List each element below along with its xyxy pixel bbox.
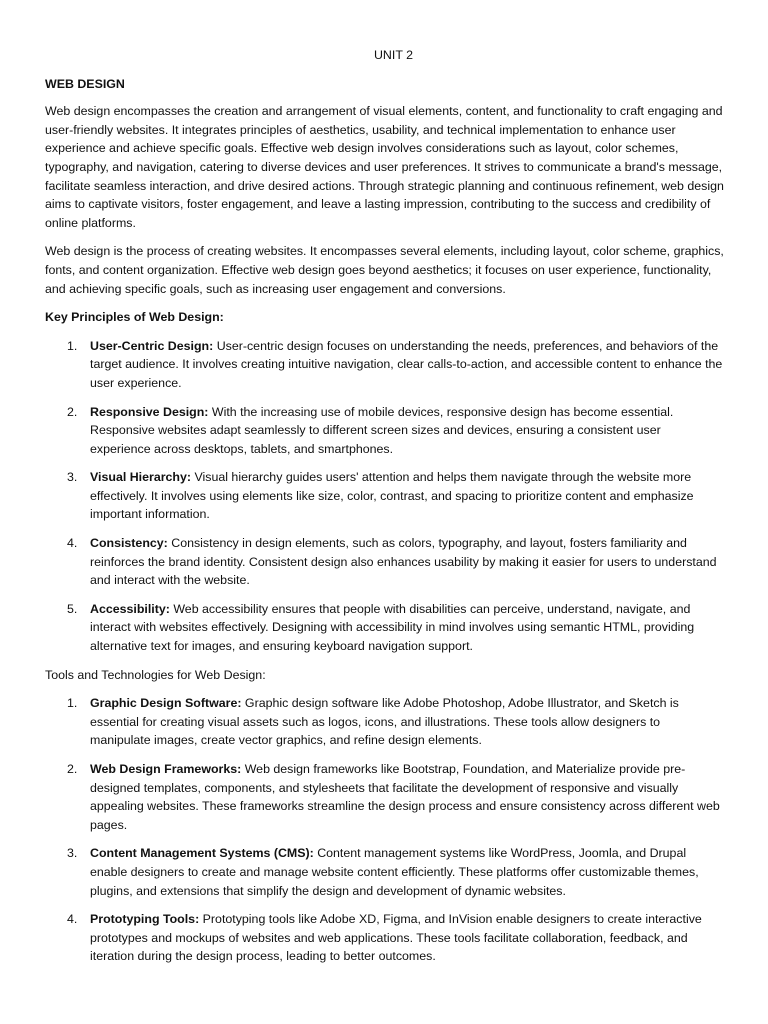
list-number: 4. [67,912,78,927]
list-item [45,760,724,834]
list-number: 1. [67,338,78,353]
list-text: Visual hierarchy guides users' attention and helps them navigate through the website more effectively. It involves using elements like size, color, contrast, and spacing to prioritize content and emphasize important information. [90,470,694,522]
intro-paragraph-1: Web design encompasses the creation and arrangement of visual elements, content, and functionality to craft engaging and user-friendly websites. It integrates principles of aesthetics, usability, and technical implementation to enhance user experience and achieve specific goals. Effective web design involves considerations such as layout, color schemes, typography, and navigation, catering to diverse devices and user preferences. It strives to communicate a brand's message, facilitate seamless interaction, and drive desired actions. Through strategic planning and continuous refinement, web design aims to captivate visitors, foster engagement, and leave a lasting impression, contributing to the success and credibility of online platforms. [45,104,724,230]
list-item [45,337,724,393]
list-term: User-Centric Design: [90,338,214,353]
list-term: Graphic Design Software: [90,696,242,711]
list-term: Web Design Frameworks: [90,762,242,776]
list-term: Prototyping Tools: [90,912,200,927]
list-number: 3. [67,846,78,861]
list-text: Graphic design software like Adobe Photoshop, Adobe Illustrator, and Sketch is essential for creating visual assets such as logos, icons, and illustrations. These tools allow designers to manipulate images, create vector graphics, and refine design elements. [90,696,679,748]
intro-paragraph-2: Web design is the process of creating websites. It encompasses several elements, including layout, color scheme, graphics, fonts, and content organization. Effective web design goes beyond aesthetics; it focuses on user experience, functionality, and achieving specific goals, such as increasing user engagement and conversions. [45,244,724,296]
list-term: Content Management Systems (CMS): [90,846,314,861]
list-text: Consistency in design elements, such as colors, typography, and layout, fosters familiarity and reinforces the brand identity. Consistent design also enhances usability by making it easier for users to understand and interact with the website. [90,536,717,588]
list-item [45,844,724,900]
section-heading: WEB DESIGN [45,76,125,91]
list-term: Visual Hierarchy: [90,470,192,485]
list-item [45,910,724,966]
list-text: Content management systems like WordPress, Joomla, and Drupal enable designers to create and manage website content efficiently. These platforms offer customizable themes, plugins, and extensions that simplify the design and development of dynamic websites. [90,846,699,898]
principles-heading: Key Principles of Web Design: [45,310,224,325]
tools-list [45,694,724,966]
list-term: Accessibility: [90,601,170,616]
list-text: User-centric design focuses on understanding the needs, preferences, and behaviors of the target audience. It involves creating intuitive navigation, clear calls-to-action, and accessible content to enhance the user experience. [90,338,723,390]
list-text: Prototyping tools like Adobe XD, Figma, and InVision enable designers to create interactive prototypes and mockups of websites and web applications. These tools facilitate collaboration, feedback, and iteration during the design process, leading to better outcomes. [90,912,702,964]
list-number: 1. [67,696,78,711]
list-text: With the increasing use of mobile devices, responsive design has become essential. Responsive websites adapt seamlessly to different screen sizes and devices, ensuring a consistent user experience across desktops, tablets, and smartphones. [90,404,674,456]
list-term: Consistency: [90,536,168,551]
list-text: Web design frameworks like Bootstrap, Foundation, and Materialize provide pre-designed templates, components, and stylesheets that facilitate the development of responsive and visually appealing websites. These frameworks streamline the design process and ensure consistency across different web pages. [90,762,720,832]
list-number: 3. [67,470,78,485]
list-term: Responsive Design: [90,404,209,419]
list-item [45,534,724,590]
list-number: 4. [67,536,78,551]
list-item [45,403,724,459]
tools-heading: Tools and Technologies for Web Design: [45,667,266,682]
list-text: Web accessibility ensures that people with disabilities can perceive, understand, navigate, and interact with websites effectively. Designing with accessibility in mind involves using semantic HTML, providing alternative text for images, and ensuring keyboard navigation support. [90,601,695,654]
list-number: 2. [67,762,78,776]
list-number: 2. [67,404,78,419]
list-item [45,468,724,524]
list-item [45,600,724,656]
unit-title: UNIT 2 [373,48,414,62]
list-number: 5. [67,601,78,616]
principles-list [45,337,724,656]
list-item [45,694,724,750]
